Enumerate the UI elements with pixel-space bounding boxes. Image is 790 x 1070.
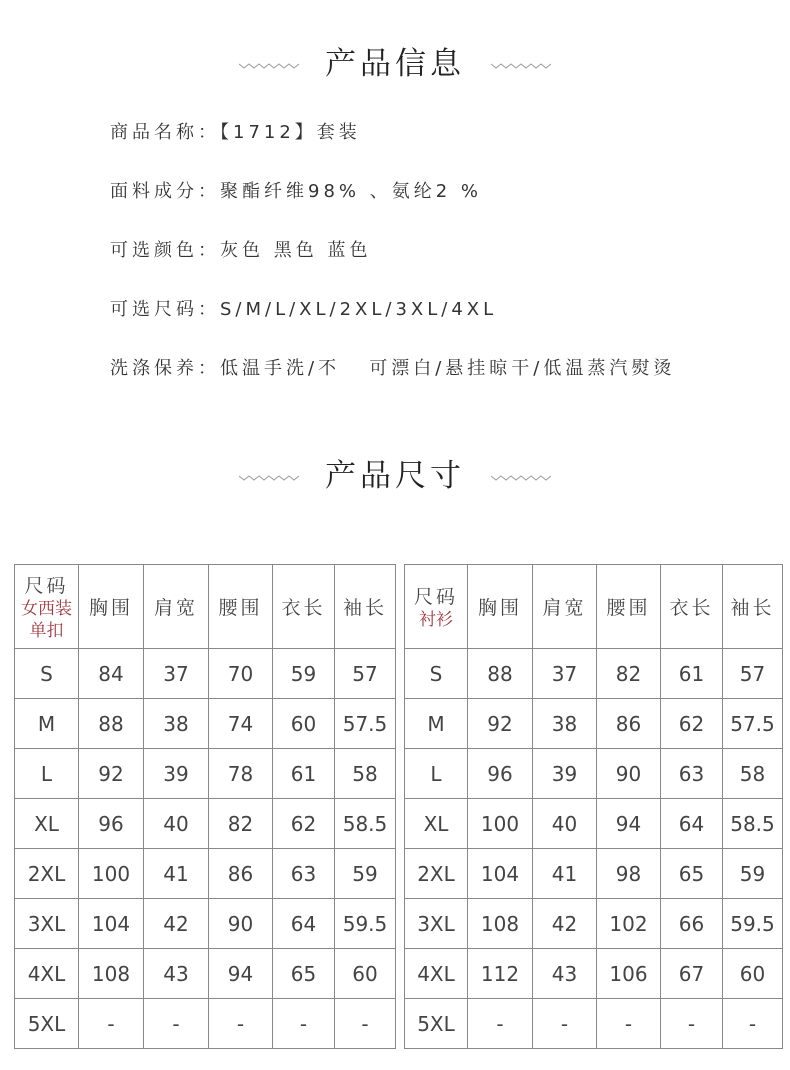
column-header: 衣长: [273, 565, 335, 649]
size-table-suit: [14, 564, 396, 1049]
table-cell: 38: [533, 699, 597, 749]
table-cell: 98: [597, 849, 661, 899]
table-cell: 59.5: [723, 899, 783, 949]
size-section-title: [0, 450, 790, 495]
table-cell: 100: [468, 799, 533, 849]
table-cell: 37: [144, 649, 209, 699]
table-cell: 102: [597, 899, 661, 949]
table-cell: XL: [405, 799, 468, 849]
table-cell: 59: [273, 649, 335, 699]
garment-type-label: 单扣: [29, 621, 64, 641]
table-cell: 104: [79, 899, 144, 949]
table-row: [405, 899, 783, 949]
table-cell: XL: [15, 799, 79, 849]
info-row: [110, 354, 675, 380]
table-cell: 41: [533, 849, 597, 899]
table-row: [15, 699, 396, 749]
table-cell: 64: [273, 899, 335, 949]
table-cell: 60: [273, 699, 335, 749]
table-cell: 5XL: [15, 999, 79, 1049]
info-label: 洗涤保养：: [110, 358, 220, 379]
table-cell: 57: [723, 649, 783, 699]
table-cell: 106: [597, 949, 661, 999]
table-cell: 59: [723, 849, 783, 899]
table-row: [15, 899, 396, 949]
table-cell: -: [79, 999, 144, 1049]
table-cell: -: [723, 999, 783, 1049]
info-value: 【1712】套装: [220, 122, 361, 143]
table-cell: 65: [273, 949, 335, 999]
table-row: [15, 849, 396, 899]
size-header-cell: [405, 565, 468, 649]
table-cell: 82: [597, 649, 661, 699]
table-cell: 2XL: [405, 849, 468, 899]
table-cell: 112: [468, 949, 533, 999]
table-cell: 58.5: [335, 799, 396, 849]
table-cell: 58: [723, 749, 783, 799]
table-cell: 59: [335, 849, 396, 899]
table-cell: -: [468, 999, 533, 1049]
size-title-text: 产品尺寸: [325, 458, 465, 494]
info-row: [110, 177, 482, 203]
table-cell: 43: [144, 949, 209, 999]
table-cell: 39: [533, 749, 597, 799]
table-cell: 82: [209, 799, 273, 849]
table-cell: 62: [661, 699, 723, 749]
table-header-row: [15, 565, 396, 649]
table-cell: 94: [597, 799, 661, 849]
table-cell: 38: [144, 699, 209, 749]
table-cell: 86: [209, 849, 273, 899]
table-cell: 90: [597, 749, 661, 799]
column-header: 肩宽: [144, 565, 209, 649]
table-cell: 64: [661, 799, 723, 849]
table-cell: 2XL: [15, 849, 79, 899]
table-cell: M: [15, 699, 79, 749]
table-cell: L: [15, 749, 79, 799]
info-value: S/M/L/XL/2XL/3XL/4XL: [220, 299, 498, 320]
table-cell: 108: [79, 949, 144, 999]
table-cell: 5XL: [405, 999, 468, 1049]
table-cell: 63: [661, 749, 723, 799]
table-cell: 40: [144, 799, 209, 849]
table-cell: -: [209, 999, 273, 1049]
wave-decoration-icon: [491, 61, 551, 71]
table-row: [405, 949, 783, 999]
table-cell: 4XL: [15, 949, 79, 999]
table-cell: -: [661, 999, 723, 1049]
table-cell: -: [597, 999, 661, 1049]
table-row: [405, 749, 783, 799]
wave-decoration-icon: [491, 473, 551, 483]
info-value: 聚酯纤维98% 、氨纶2 %: [220, 181, 483, 202]
table-cell: -: [533, 999, 597, 1049]
table-cell: 57: [335, 649, 396, 699]
info-row: [110, 118, 361, 144]
table-cell: 88: [468, 649, 533, 699]
table-cell: 74: [209, 699, 273, 749]
table-row: [405, 649, 783, 699]
table-cell: M: [405, 699, 468, 749]
table-cell: 58.5: [723, 799, 783, 849]
table-row: [15, 799, 396, 849]
size-label: 尺码: [24, 575, 69, 597]
table-row: [405, 849, 783, 899]
table-cell: 94: [209, 949, 273, 999]
table-cell: 67: [661, 949, 723, 999]
table-cell: 78: [209, 749, 273, 799]
table-cell: 42: [533, 899, 597, 949]
table-cell: 84: [79, 649, 144, 699]
table-cell: 40: [533, 799, 597, 849]
table-cell: 90: [209, 899, 273, 949]
table-cell: 42: [144, 899, 209, 949]
wave-decoration-icon: [239, 473, 299, 483]
table-cell: -: [335, 999, 396, 1049]
table-cell: 43: [533, 949, 597, 999]
table-cell: 88: [79, 699, 144, 749]
size-table-shirt: [404, 564, 783, 1049]
table-cell: 57.5: [723, 699, 783, 749]
table-cell: 70: [209, 649, 273, 699]
table-row: [405, 699, 783, 749]
garment-type-label: 衬衫: [419, 610, 453, 630]
table-cell: 39: [144, 749, 209, 799]
column-header: 袖长: [723, 565, 783, 649]
table-header-row: [405, 565, 783, 649]
column-header: 胸围: [468, 565, 533, 649]
table-row: [15, 749, 396, 799]
table-cell: 4XL: [405, 949, 468, 999]
table-row: [405, 799, 783, 849]
info-value: 灰色 黑色 蓝色: [220, 240, 372, 261]
info-section-title: [0, 38, 790, 83]
table-cell: L: [405, 749, 468, 799]
table-cell: S: [405, 649, 468, 699]
table-cell: 3XL: [405, 899, 468, 949]
table-row: [405, 999, 783, 1049]
table-cell: -: [273, 999, 335, 1049]
table-cell: 96: [468, 749, 533, 799]
table-cell: 58: [335, 749, 396, 799]
table-cell: S: [15, 649, 79, 699]
size-header-cell: [15, 565, 79, 649]
table-cell: 61: [273, 749, 335, 799]
table-cell: 62: [273, 799, 335, 849]
table-row: [15, 649, 396, 699]
table-cell: -: [144, 999, 209, 1049]
info-title-text: 产品信息: [325, 46, 465, 82]
table-cell: 61: [661, 649, 723, 699]
size-label: 尺码: [413, 586, 458, 608]
table-row: [15, 999, 396, 1049]
wave-decoration-icon: [239, 61, 299, 71]
info-label: 可选颜色：: [110, 240, 220, 261]
table-cell: 37: [533, 649, 597, 699]
info-label: 可选尺码：: [110, 299, 220, 320]
table-cell: 92: [79, 749, 144, 799]
table-cell: 104: [468, 849, 533, 899]
table-cell: 57.5: [335, 699, 396, 749]
table-cell: 3XL: [15, 899, 79, 949]
info-row: [110, 295, 497, 321]
table-row: [15, 949, 396, 999]
info-label: 商品名称：: [110, 122, 220, 143]
column-header: 腰围: [209, 565, 273, 649]
table-cell: 92: [468, 699, 533, 749]
column-header: 袖长: [335, 565, 396, 649]
info-label: 面料成分：: [110, 181, 220, 202]
table-cell: 66: [661, 899, 723, 949]
table-cell: 59.5: [335, 899, 396, 949]
table-cell: 60: [335, 949, 396, 999]
table-cell: 41: [144, 849, 209, 899]
table-cell: 65: [661, 849, 723, 899]
table-cell: 60: [723, 949, 783, 999]
column-header: 肩宽: [533, 565, 597, 649]
table-cell: 108: [468, 899, 533, 949]
table-cell: 86: [597, 699, 661, 749]
table-cell: 96: [79, 799, 144, 849]
garment-type-label: 女西装: [21, 599, 72, 619]
table-cell: 100: [79, 849, 144, 899]
info-row: [110, 236, 371, 262]
column-header: 衣长: [661, 565, 723, 649]
table-cell: 63: [273, 849, 335, 899]
column-header: 胸围: [79, 565, 144, 649]
column-header: 腰围: [597, 565, 661, 649]
info-value: 低温手洗/不 可漂白/悬挂晾干/低温蒸汽熨烫: [220, 358, 676, 379]
